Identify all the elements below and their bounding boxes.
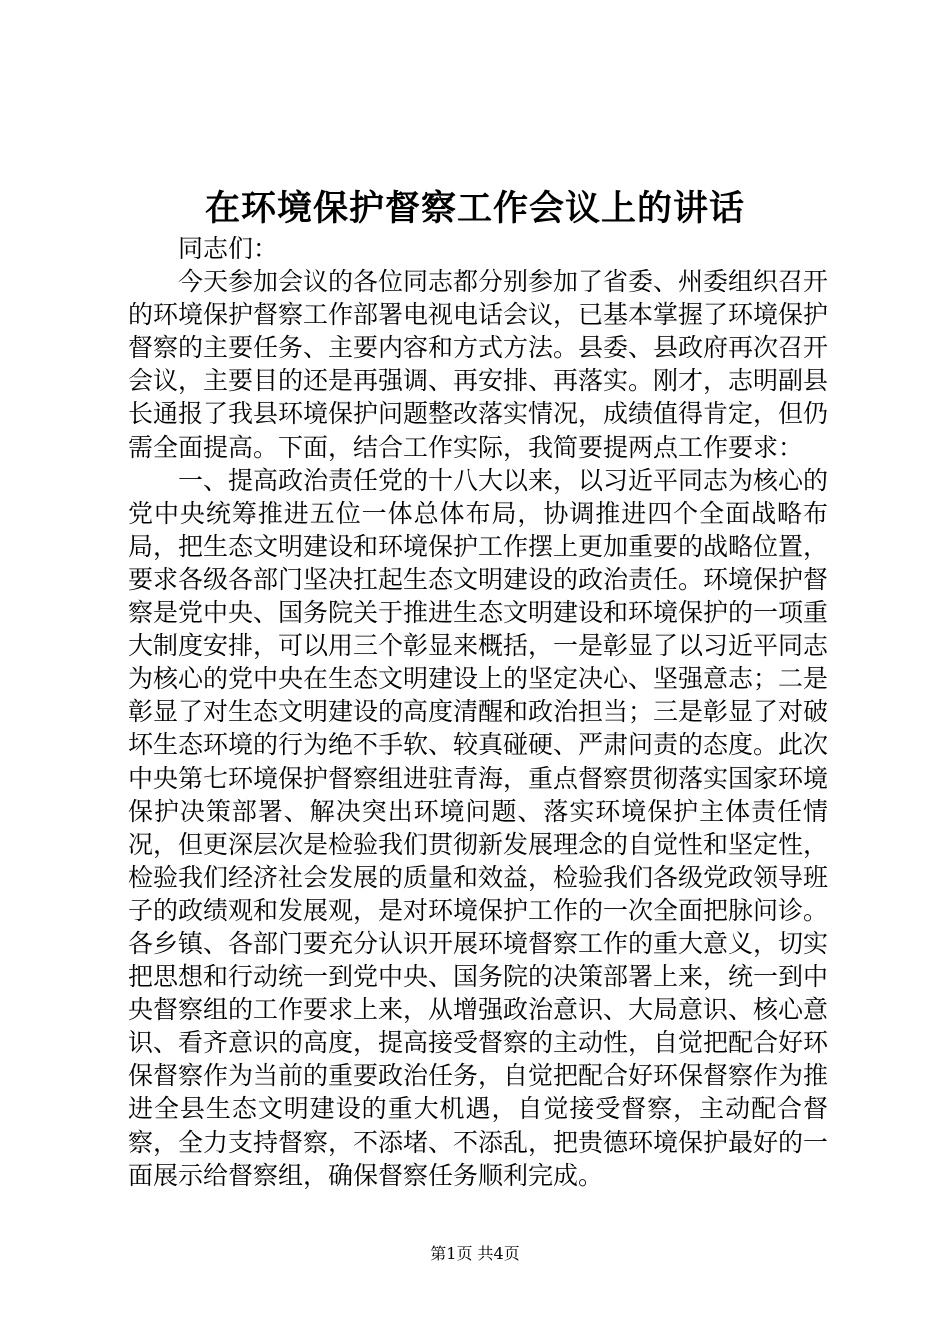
salutation: 同志们： [178, 234, 279, 263]
page-number-footer: 第1页 共4页 [430, 1244, 520, 1263]
document-title: 在环境保护督察工作会议上的讲话 [204, 188, 745, 229]
paragraph-section-one: 一、提高政治责任党的十八大以来，以习近平同志为核心的党中央统筹推进五位一体总体布局，协调推进四个全面战略布局，把生态文明建设和环境保护工作摆上更加重要的战略位置，要求各级各部门坚决扛起生态文明建设的政治责任。环境保护督察是党中央、国务院关于推进生态文明建设和环境保护的一项重大制度安排，可以用三个彰显来概括，一是彰显了以习近平同志为核心的党中央在生态文明建设上的坚定决心、坚强意志；二是彰显了对生态文明建设的高度清醒和政治担当；三是彰显了对破坏生态环境的行为绝不手软、较真碰硬、严肃问责的态度。此次中央第七环境保护督察组进驻青海，重点督察贯彻落实国家环境保护决策部署、解决突出环境问题、落实环境保护主体责任情况，但更深层次是检验我们贯彻新发展理念的自觉性和坚定性，检验我们经济社会发展的质量和效益，检验我们各级党政领导班子的政绩观和发展观，是对环境保护工作的一次全面把脉问诊。各乡镇、各部门要充分认识开展环境督察工作的重大意义，切实把思想和行动统一到党中央、国务院的决策部署上来，统一到中央督察组的工作要求上来，从增强政治意识、大局意识、核心意识、看齐意识的高度，提高接受督察的主动性，自觉把配合好环保督察作为当前的重要政治任务，自觉把配合好环保督察作为推进全县生态文明建设的重大机遇，自觉接受督察，主动配合督察，全力支持督察，不添堵、不添乱，把贵德环境保护最好的一面展示给督察组，确保督察任务顺利完成。 [128, 465, 829, 1190]
document-body [128, 232, 828, 1192]
paragraph-intro: 今天参加会议的各位同志都分别参加了省委、州委组织召开的环境保护督察工作部署电视电话会议，已基本掌握了环境保护督察的主要任务、主要内容和方式方法。县委、县政府再次召开会议，主要目的还是再强调、再安排、再落实。刚才，志明副县长通报了我县环境保护问题整改落实情况，成绩值得肯定，但仍需全面提高。下面，结合工作实际，我简要提两点工作要求： [128, 267, 829, 462]
